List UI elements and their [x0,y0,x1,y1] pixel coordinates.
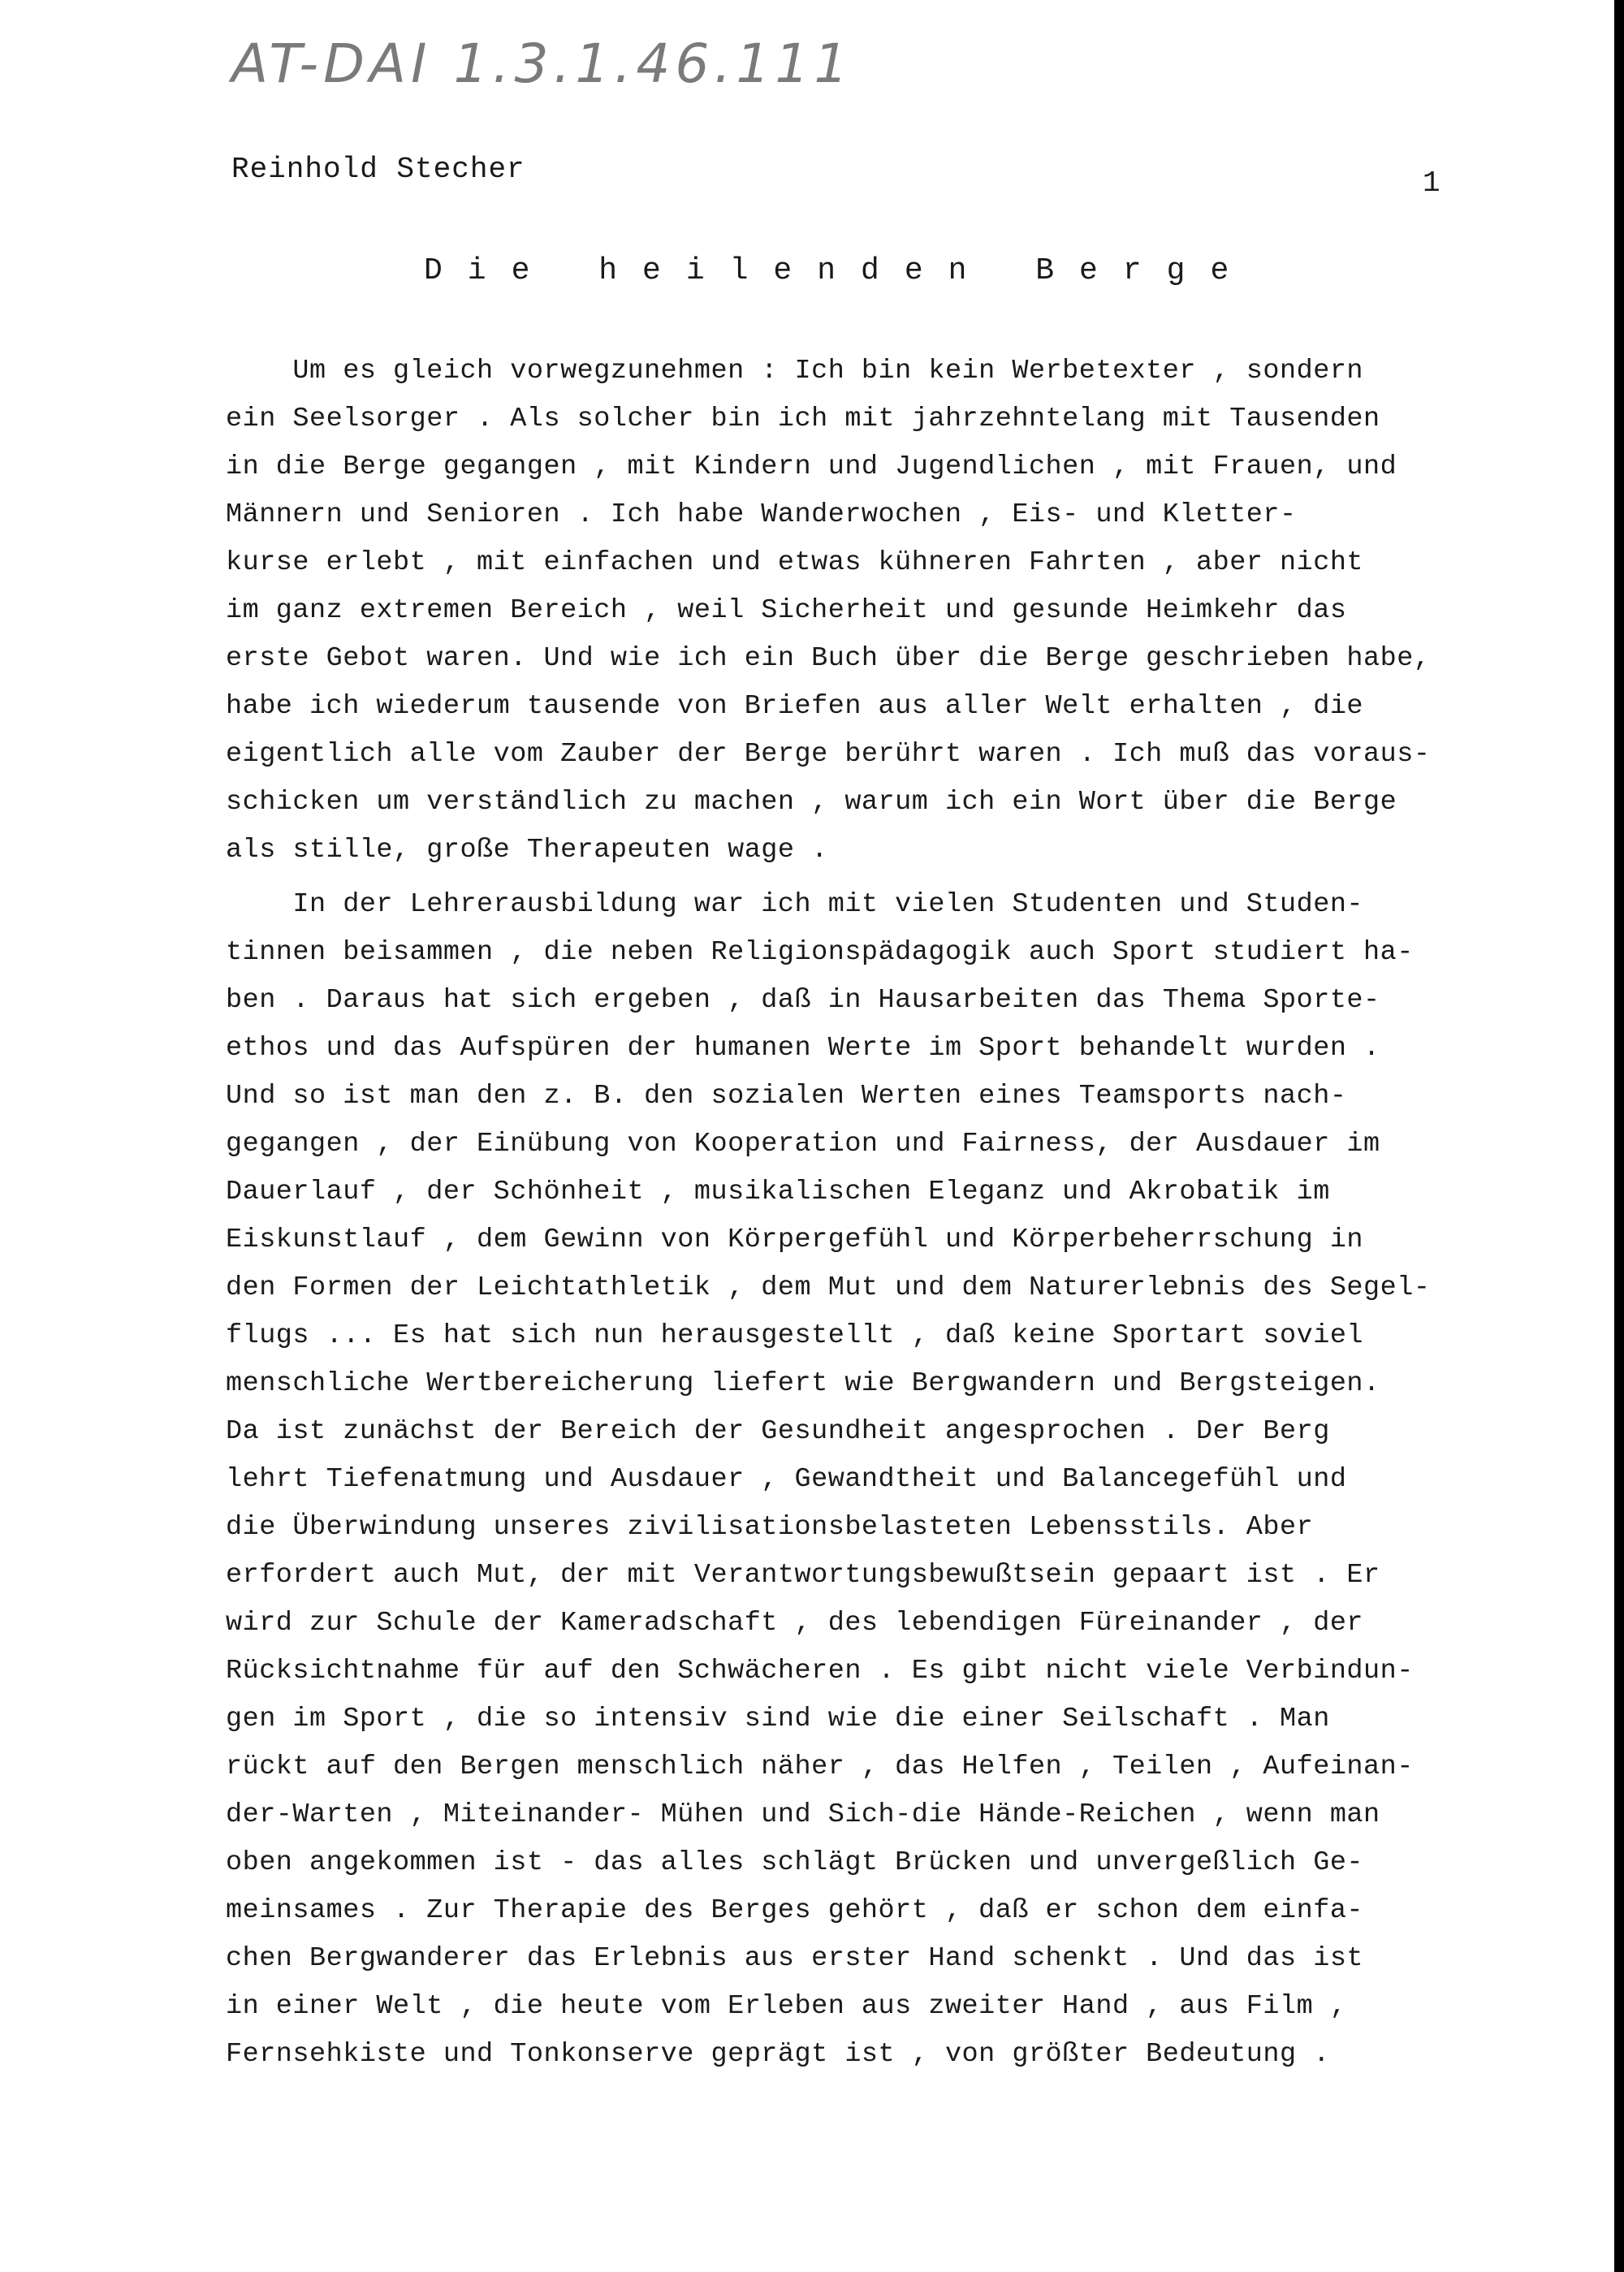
text-line: Fernsehkiste und Tonkonserve geprägt ist , von größter Bedeutung . [226,2039,1330,2070]
text-line: gen im Sport , die so intensiv sind wie die einer Seilschaft . Man [226,1704,1330,1734]
text-line: gegangen , der Einübung von Kooperation und Fairness, der Ausdauer im [226,1129,1380,1160]
paragraph-2 [226,881,1598,2079]
text-line: oben angekommen ist - das alles schlägt Brücken und unvergeßlich Ge- [226,1847,1364,1878]
body-text [226,348,1598,2079]
text-line: schicken um verständlich zu machen , warum ich ein Wort über die Berge [226,787,1397,818]
author-name: Reinhold Stecher [231,153,525,186]
text-line: menschliche Wertbereicherung liefert wie Bergwandern und Bergsteigen. [226,1368,1380,1399]
text-line: Und so ist man den z. B. den sozialen Werten eines Teamsports nach- [226,1081,1347,1112]
paragraph-1 [226,348,1598,875]
text-line: wird zur Schule der Kameradschaft , des lebendigen Füreinander , der [226,1608,1364,1639]
text-line: Eiskunstlauf , dem Gewinn von Körpergefühl und Körperbeherrschung in [226,1225,1364,1255]
text-line: Um es gleich vorwegzunehmen : Ich bin kein Werbetexter , sondern [226,356,1364,387]
document-title: Die heilenden Berge [424,253,1255,288]
text-line: Männern und Senioren . Ich habe Wanderwochen , Eis- und Kletter- [226,499,1297,530]
text-line: im ganz extremen Bereich , weil Sicherheit und gesunde Heimkehr das [226,595,1347,626]
text-line: ethos und das Aufspüren der humanen Werte im Sport behandelt wurden . [226,1033,1380,1064]
text-line: chen Bergwanderer das Erlebnis aus erster Hand schenkt . Und das ist [226,1943,1364,1974]
text-line: als stille, große Therapeuten wage . [226,835,828,866]
archive-signature: AT-DAI 1.3.1.46.111 [231,32,853,95]
text-line: die Überwindung unseres zivilisationsbelasteten Lebensstils. Aber [226,1512,1314,1543]
text-line: Dauerlauf , der Schönheit , musikalischen Eleganz und Akrobatik im [226,1177,1330,1207]
text-line: In der Lehrerausbildung war ich mit vielen Studenten und Studen- [226,889,1364,920]
text-line: der-Warten , Miteinander- Mühen und Sich-die Hände-Reichen , wenn man [226,1799,1380,1830]
page-number: 1 [1423,166,1440,200]
text-line: den Formen der Leichtathletik , dem Mut und dem Naturerlebnis des Segel- [226,1272,1431,1303]
text-line: lehrt Tiefenatmung und Ausdauer , Gewandtheit und Balancegefühl und [226,1464,1347,1495]
text-line: in einer Welt , die heute vom Erleben aus zweiter Hand , aus Film , [226,1991,1347,2022]
text-line: Rücksichtnahme für auf den Schwächeren . Es gibt nicht viele Verbindun- [226,1656,1414,1687]
text-line: ein Seelsorger . Als solcher bin ich mit jahrzehntelang mit Tausenden [226,404,1380,434]
text-line: habe ich wiederum tausende von Briefen aus aller Welt erhalten , die [226,691,1364,722]
text-line: rückt auf den Bergen menschlich näher , das Helfen , Teilen , Aufeinan- [226,1752,1414,1782]
text-line: tinnen beisammen , die neben Religionspädagogik auch Sport studiert ha- [226,937,1414,968]
text-line: erfordert auch Mut, der mit Verantwortungsbewußtsein gepaart ist . Er [226,1560,1380,1591]
text-line: ben . Daraus hat sich ergeben , daß in Hausarbeiten das Thema Sporte- [226,985,1380,1016]
text-line: Da ist zunächst der Bereich der Gesundheit angesprochen . Der Berg [226,1416,1330,1447]
text-line: in die Berge gegangen , mit Kindern und Jugendlichen , mit Frauen, und [226,451,1397,482]
text-line: meinsames . Zur Therapie des Berges gehört , daß er schon dem einfa- [226,1895,1364,1926]
text-line: flugs ... Es hat sich nun herausgestellt , daß keine Sportart soviel [226,1320,1364,1351]
text-line: eigentlich alle vom Zauber der Berge berührt waren . Ich muß das voraus- [226,739,1431,770]
text-line: erste Gebot waren. Und wie ich ein Buch über die Berge geschrieben habe, [226,643,1431,674]
text-line: kurse erlebt , mit einfachen und etwas kühneren Fahrten , aber nicht [226,547,1364,578]
